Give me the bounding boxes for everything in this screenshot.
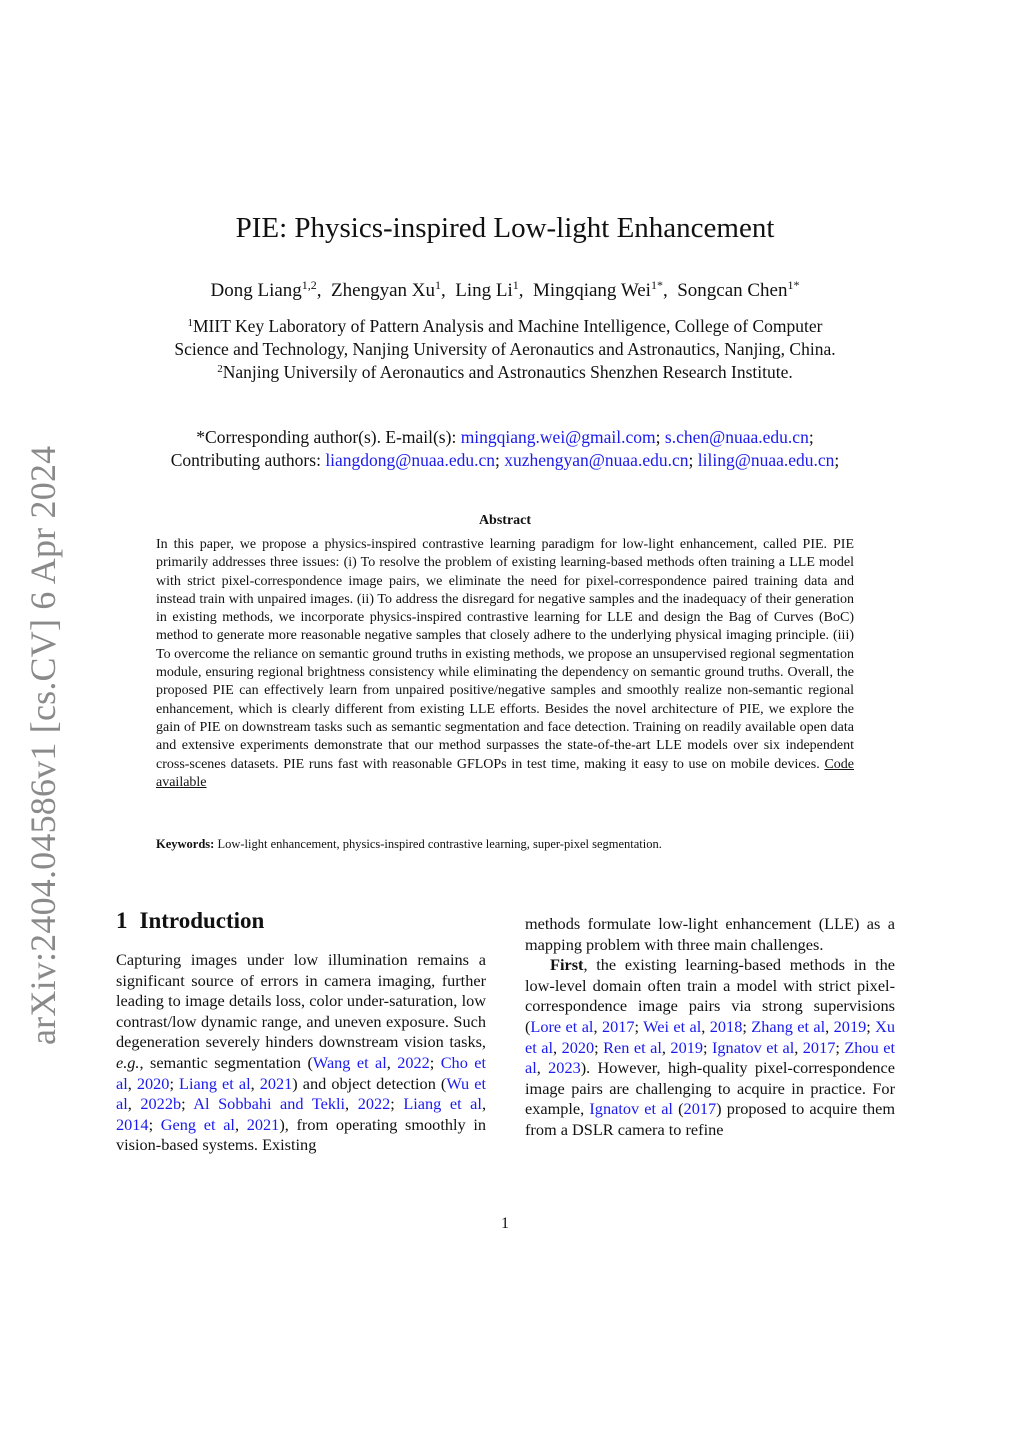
text-run: ; bbox=[390, 1094, 404, 1114]
text-run: , semantic segmentation ( bbox=[139, 1052, 313, 1072]
citation-link[interactable]: 2023 bbox=[548, 1058, 581, 1078]
text-run: , bbox=[593, 1016, 602, 1036]
affiliation-text: MIIT Key Laboratory of Pattern Analysis and Machine Intelligence, College of Computer bbox=[192, 316, 823, 336]
citation-link[interactable]: Xu et al bbox=[525, 1016, 896, 1057]
text-run: ; bbox=[181, 1094, 194, 1114]
text-run: ; bbox=[835, 1037, 845, 1057]
text-run: , bbox=[794, 1037, 803, 1057]
text-run: , bbox=[127, 1094, 141, 1114]
email-link[interactable]: s.chen@nuaa.edu.cn bbox=[664, 427, 809, 447]
text-run: ; bbox=[148, 1114, 161, 1134]
citation-link[interactable]: Ignatov et al bbox=[712, 1037, 795, 1057]
text-run: , bbox=[345, 1094, 358, 1114]
text-run: , bbox=[250, 1073, 260, 1093]
italic-text: e.g. bbox=[116, 1052, 140, 1072]
abstract-body bbox=[156, 536, 854, 792]
text-run: , bbox=[234, 1114, 247, 1134]
affiliation-1-line-2: Science and Technology, Nanjing University of Aeronautics and Astronautics, Nanjing, China. bbox=[174, 339, 836, 359]
text-run: , bbox=[701, 1016, 710, 1036]
email-link[interactable]: liangdong@nuaa.edu.cn bbox=[325, 450, 495, 470]
affiliation-mark: 1 bbox=[187, 317, 193, 329]
section-number: 1 bbox=[116, 908, 128, 933]
author-affiliation-mark: 1* bbox=[650, 278, 663, 292]
abstract-text: In this paper, we propose a physics-inspired contrastive learning paradigm for low-light enhancement, called PIE. PIE primarily addresses three issues: (i) To resolve the problem of existing learning-based methods often training a LLE model with strict pixel-correspondence image pairs, we eliminate the need for pixel-correspondence paired training data and instead train with unpaired images. (ii) To address the disregard for negative samples and the inadequacy of their generation in existing methods, we incorporate physics-inspired contrastive learning for LLE and design the Bag of Curves (BoC) method to generate more reasonable negative samples that closely adhere to the underlying physical imaging principle. (iii) To overcome the reliance on semantic ground truths in existing methods, we propose an unsupervised regional segmentation module, ensuring regional brightness consistency while eliminating the dependency on semantic ground truths. Overall, the proposed PIE can effectively learn from unpaired positive/negative samples and smoothly realize non-semantic regional enhancement, which is clearly different from existing LLE efforts. Besides the novel architecture of PIE, we explore the gain of PIE on downstream tasks such as semantic segmentation and face detection. Training on readily available open data and extensive experiments demonstrate that our method surpasses the state-of-the-art LLE models over six independent cross-scenes datasets. PIE runs fast with reasonable GFLOPs in test time, making it easy to use on mobile devices. bbox=[156, 537, 854, 772]
text-run: Capturing images under low illumination remains a significant source of errors in camera imaging, further leading to image details loss, color under-saturation, low contrast/low dynamic range, and uneven exposure. Such degeneration severely hinders downstream vision tasks, bbox=[116, 950, 486, 1052]
text-run: ). However, high-quality pixel-correspondence image pairs are challenging to acquire in practice. For example, bbox=[525, 1058, 896, 1119]
section-title: Introduction bbox=[139, 908, 265, 933]
bold-text: First bbox=[550, 955, 584, 975]
citation-link[interactable]: 2021 bbox=[259, 1073, 293, 1093]
citation-link[interactable]: Lore et al bbox=[530, 1016, 594, 1036]
section-heading-introduction bbox=[116, 906, 264, 936]
citation-link[interactable]: 2022 bbox=[397, 1052, 430, 1072]
citation-link[interactable]: Wei et al bbox=[643, 1016, 702, 1036]
citation-link[interactable]: Ignatov et al bbox=[589, 1099, 673, 1119]
citation-link[interactable]: 2020 bbox=[561, 1037, 595, 1057]
text-run: ; bbox=[594, 1037, 604, 1057]
author-affiliation-mark: 1* bbox=[787, 278, 800, 292]
citation-link[interactable]: 2019 bbox=[670, 1037, 703, 1057]
text-run: , the existing learning-based methods in the low-level domain often train a model with strict pixel-correspondence image pairs via strong supervisions ( bbox=[525, 955, 895, 1036]
text-run: ; bbox=[634, 1016, 644, 1036]
text-run: ; bbox=[742, 1016, 752, 1036]
text-run: , bbox=[536, 1058, 549, 1078]
corresponding-authors: *Corresponding author(s). E-mail(s): mingqiang.wei@gmail.com; s.chen@nuaa.edu.cn; bbox=[196, 427, 814, 447]
affiliation-text: Nanjing Universily of Aeronautics and Astronautics Shenzhen Research Institute. bbox=[222, 362, 793, 382]
author-name: Mingqiang Wei bbox=[533, 280, 651, 301]
author-affiliation-mark: 1 bbox=[512, 278, 519, 292]
affiliation-1-line-1 bbox=[0, 315, 1010, 338]
text-run: ; bbox=[429, 1052, 441, 1072]
email-link[interactable]: xuzhengyan@nuaa.edu.cn bbox=[504, 450, 689, 470]
text-run: ), from operating smoothly in vision-based systems. Existing bbox=[116, 1114, 487, 1155]
citation-link[interactable]: 2019 bbox=[833, 1016, 867, 1036]
arxiv-identifier-stamp: arXiv:2404.04586v1 [cs.CV] 6 Apr 2024 bbox=[23, 445, 63, 1045]
paper-title: PIE: Physics-inspired Low-light Enhancement bbox=[235, 212, 775, 244]
citation-link[interactable]: Liang et al bbox=[179, 1073, 251, 1093]
code-available-link[interactable]: Code available bbox=[156, 756, 854, 790]
citation-link[interactable]: Al Sobbahi and Tekli bbox=[193, 1094, 346, 1114]
keywords-text: Low-light enhancement, physics-inspired contrastive learning, super-pixel segmentation. bbox=[214, 837, 662, 851]
affiliation-mark: 2 bbox=[217, 363, 223, 375]
citation-link[interactable]: 2021 bbox=[246, 1114, 280, 1134]
text-run: ; bbox=[866, 1016, 876, 1036]
abstract-heading: Abstract bbox=[478, 513, 532, 528]
contributing-label: Contributing authors: bbox=[170, 450, 326, 470]
text-run: , bbox=[825, 1016, 834, 1036]
text-run: ) and object detection ( bbox=[292, 1073, 447, 1093]
author-name: Dong Liang bbox=[210, 280, 302, 301]
author-affiliation-mark: 1,2 bbox=[301, 278, 317, 292]
citation-link[interactable]: 2020 bbox=[136, 1073, 170, 1093]
intro-right-column bbox=[525, 914, 895, 1141]
citation-link[interactable]: 2022b bbox=[140, 1094, 182, 1114]
intro-left-column bbox=[116, 950, 486, 1156]
citation-link[interactable]: 2014 bbox=[116, 1114, 149, 1134]
text-run: ; bbox=[169, 1073, 180, 1093]
citation-link[interactable]: Geng et al bbox=[160, 1114, 235, 1134]
intro-paragraph bbox=[525, 955, 895, 1140]
text-run: ) proposed to acquire them from a DSLR camera to refine bbox=[525, 1099, 895, 1139]
citation-link[interactable]: Cho et al bbox=[116, 1052, 486, 1093]
citation-link[interactable]: Wu et al bbox=[116, 1073, 486, 1114]
text-run: , bbox=[661, 1037, 671, 1057]
text-run: , bbox=[553, 1037, 562, 1057]
page-number: 1 bbox=[501, 1215, 509, 1232]
contributing-authors: Contributing authors: liangdong@nuaa.edu.cn; xuzhengyan@nuaa.edu.cn; liling@nuaa.edu.cn; bbox=[170, 450, 840, 470]
text-run: , bbox=[386, 1052, 398, 1072]
keywords bbox=[156, 835, 854, 853]
text-run: ; bbox=[702, 1037, 712, 1057]
citation-link[interactable]: 2017 bbox=[601, 1016, 635, 1036]
author-list: Dong Liang$^{1,2}$, Zhengyan Xu$^1$, Ling Li$^1$, Mingqiang Wei$^{1*}$, Songcan Chen$^{1*}$ bbox=[210, 278, 800, 301]
citation-link[interactable]: Liang et al bbox=[403, 1094, 482, 1114]
citation-link[interactable]: Wang et al bbox=[312, 1052, 387, 1072]
text-run: , bbox=[481, 1094, 487, 1114]
author-name: Zhengyan Xu bbox=[331, 280, 435, 301]
citation-link[interactable]: 2022 bbox=[357, 1094, 391, 1114]
corresponding-label: *Corresponding author(s). E-mail(s): bbox=[196, 427, 461, 447]
text-run: ( bbox=[672, 1099, 684, 1119]
citation-link[interactable]: Ren et al bbox=[603, 1037, 662, 1057]
email-link[interactable]: liling@nuaa.edu.cn bbox=[697, 450, 835, 470]
keywords-label: Keywords: bbox=[156, 837, 215, 851]
text-run: , bbox=[127, 1073, 137, 1093]
author-name: Songcan Chen bbox=[677, 280, 788, 301]
email-link[interactable]: mingqiang.wei@gmail.com bbox=[460, 427, 656, 447]
citation-link[interactable]: 2018 bbox=[709, 1016, 743, 1036]
author-name: Ling Li bbox=[455, 280, 513, 301]
citation-link[interactable]: Zhang et al bbox=[751, 1016, 826, 1036]
citation-link[interactable]: Zhou et al bbox=[525, 1037, 895, 1078]
affiliation-2 bbox=[0, 361, 1010, 384]
citation-link[interactable]: 2017 bbox=[683, 1099, 717, 1119]
text-run: methods formulate low-light enhancement (LLE) as a mapping problem with three main challenges. bbox=[525, 914, 895, 954]
author-affiliation-mark: 1 bbox=[435, 278, 441, 292]
citation-link[interactable]: 2017 bbox=[802, 1037, 836, 1057]
intro-paragraph bbox=[525, 914, 895, 955]
